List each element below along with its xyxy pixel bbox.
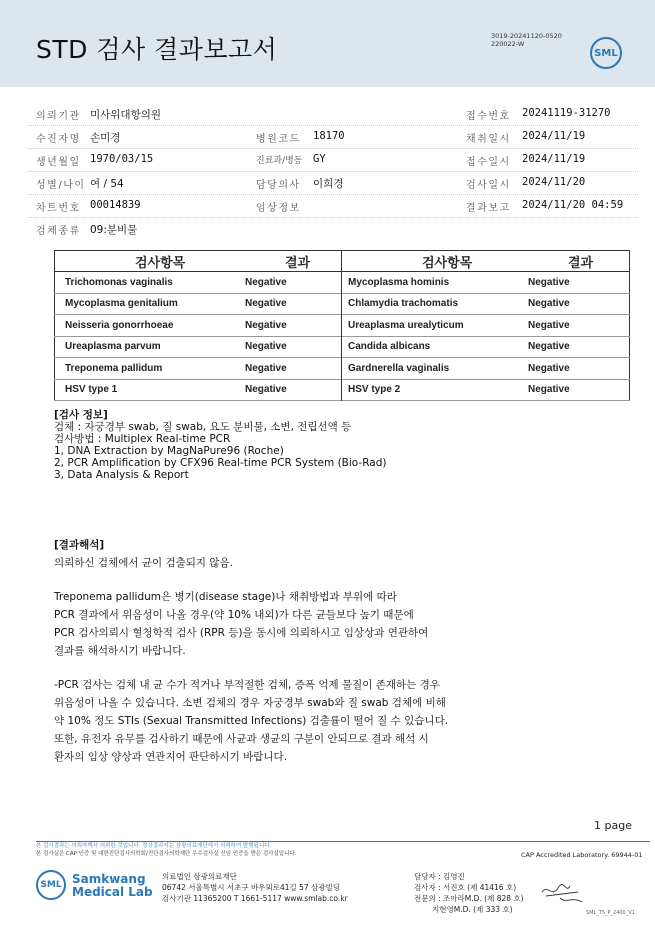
info-row-dob (28, 148, 638, 172)
sml-logo: SML (590, 37, 622, 69)
footer-address (162, 871, 348, 904)
test-info-line: 3, Data Analysis & Report (54, 469, 189, 481)
test-info-section (54, 409, 386, 481)
institution-value: 미사위대항의원 (90, 109, 162, 121)
dob-label: 생년월일 (36, 157, 81, 168)
institution-label: 의뢰기관 (36, 111, 81, 122)
test-item: Ureaplasma parvum (65, 341, 161, 353)
table-row (55, 272, 630, 294)
receive-date-label: 접수일시 (466, 157, 511, 168)
chart-no-label: 차트번호 (36, 203, 81, 214)
test-result: Negative (245, 315, 342, 337)
specimen-value: 09:분비물 (90, 224, 138, 236)
test-result: Negative (528, 384, 570, 396)
dob-value: 1970/03/15 (90, 153, 154, 165)
footer-divider (36, 841, 650, 842)
header-result-left: 결과 (245, 251, 342, 272)
hospital-code-value: 18170 (313, 130, 345, 142)
staff-line: 검사자 : 서진호 (제 41416 호) (414, 883, 517, 892)
chart-no-value: 00014839 (90, 199, 141, 211)
header-result-right: 결과 (528, 251, 630, 272)
test-result: Negative (245, 358, 342, 380)
dept-value: GY (313, 153, 326, 165)
interpretation-line: 또한, 유전자 유무를 검사하기 때문에 사균과 생균의 구분이 안되므로 결과 해석 시 (54, 733, 429, 745)
document-id (491, 32, 562, 48)
receive-date-value: 2024/11/19 (522, 153, 586, 165)
table-row (55, 379, 630, 401)
test-item: Chlamydia trachomatis (348, 298, 459, 310)
name-label: 수진자명 (36, 134, 81, 145)
dept-label: 진료과/병동 (256, 156, 303, 166)
collect-date-label: 채취일시 (466, 134, 511, 145)
address-line: 06742 서울특별시 서초구 바우뫼로41길 57 삼광빌딩 (162, 883, 341, 892)
test-result: Negative (245, 293, 342, 315)
test-item: Trichomonas vaginalis (65, 276, 173, 288)
name-value: 손미경 (90, 132, 121, 144)
brand-line-2: Medical Lab (72, 885, 153, 899)
table-row (55, 336, 630, 358)
samkwang-brand (72, 873, 153, 899)
interpretation-line: PCR 결과에서 위음성이 나올 경우(약 10% 내외)가 다른 균들보다 높기 때문에 (54, 609, 414, 621)
test-info-line: 1, DNA Extraction by MagNaPure96 (Roche) (54, 445, 284, 457)
interpretation-line: -PCR 검사는 검체 내 균 수가 적거나 부적절한 검체, 증폭 억제 물질이 존재하는 경우 (54, 679, 440, 691)
footer-note-1: 본 검사결과는 의뢰자께서 의뢰한 것입니다. 정상결과지는 삼광의료재단에서 의뢰하여 발행됩니다. (36, 843, 272, 849)
staff-line: 지현영M.D. (제 333 호) (432, 905, 513, 914)
interpretation-section (54, 536, 448, 766)
test-info-line: 2, PCR Amplification by CFX96 Real-time PCR System (Bio-Rad) (54, 457, 387, 469)
test-info-heading: [검사 정보] (54, 409, 108, 421)
report-date-value: 2024/11/20 04:59 (522, 199, 624, 211)
test-item: Candida albicans (348, 341, 431, 353)
clinical-label: 임상정보 (256, 203, 301, 214)
report-date-label: 결과보고 (466, 203, 511, 214)
staff-line: 전문의 : 조아라M.D. (제 828 호) (414, 894, 524, 903)
hospital-code-label: 병원코드 (256, 134, 301, 145)
samkwang-logo: SML (36, 870, 66, 900)
test-info-line: 검체 : 자궁경부 swab, 질 swab, 요도 분비물, 소변, 전립선액 등 (54, 421, 352, 433)
footer-note-2: 본 검사실은 CAP 인증 및 대한진단검사의학회/진단검사의학재단 우수검사실 신임 인증을 받은 검사실입니다. (36, 851, 297, 857)
report-title: STD 검사 결과보고서 (36, 35, 278, 64)
cap-accreditation: CAP Accredited Laboratory. 69944-01 (521, 851, 643, 859)
header-item-right: 검사항목 (342, 251, 529, 272)
test-result: Negative (528, 298, 570, 310)
info-row-sex-age (28, 171, 638, 195)
collect-date-value: 2024/11/19 (522, 130, 586, 142)
test-item: HSV type 2 (348, 384, 401, 396)
test-item: Treponema pallidum (65, 362, 163, 374)
interpretation-heading: [결과해석] (54, 539, 105, 551)
table-row (55, 315, 630, 337)
sex-age-value: 여 / 54 (90, 178, 124, 190)
test-item: Mycoplasma hominis (348, 276, 450, 288)
signature-image (540, 880, 584, 910)
table-row (55, 358, 630, 380)
test-result: Negative (528, 319, 570, 331)
test-result: Negative (528, 362, 570, 374)
results-header-row (55, 251, 630, 272)
brand-line-1: Samkwang (72, 872, 146, 886)
test-info-line: 검사방법 : Multiplex Real-time PCR (54, 433, 231, 445)
address-line: 검사기관 11365200 T 1661-5117 www.smlab.co.kr (162, 894, 348, 903)
info-row-specimen (28, 217, 638, 240)
test-item: Mycoplasma genitalium (65, 298, 178, 310)
interpretation-line: 환자의 임상 양상과 연관지어 판단하시기 바랍니다. (54, 751, 288, 763)
test-result: Negative (528, 341, 570, 353)
test-date-label: 검사일시 (466, 180, 511, 191)
interpretation-line: PCR 검사의뢰시 혈청학적 검사 (RPR 등)을 동시에 의뢰하시고 임상상과 연관하여 (54, 627, 429, 639)
header-item-left: 검사항목 (55, 251, 246, 272)
info-row-name (28, 125, 638, 149)
interpretation-line: Treponema pallidum은 병기(disease stage)나 채취방법과 부위에 따라 (54, 591, 397, 603)
staff-line: 담당자 : 김영진 (414, 872, 465, 881)
test-result: Negative (245, 272, 342, 294)
document-id-line1: 3019-20241120-0520 (491, 32, 562, 40)
doctor-value: 이희경 (313, 178, 344, 190)
interpretation-line: 결과를 해석하시기 바랍니다. (54, 645, 186, 657)
interpretation-line: 약 10% 정도 STIs (Sexual Transmitted Infections) 검출률이 떨어 질 수 있습니다. (54, 715, 449, 727)
info-row-institution (28, 102, 638, 126)
test-result: Negative (245, 379, 342, 401)
specimen-label: 검체종류 (36, 226, 81, 237)
test-date-value: 2024/11/20 (522, 176, 586, 188)
test-result: Negative (528, 276, 570, 288)
document-id-line2: 220022-W (491, 40, 525, 48)
test-item: Gardnerella vaginalis (348, 362, 450, 374)
address-line: 의료법인 삼광의료재단 (162, 872, 237, 881)
test-item: Ureaplasma urealyticum (348, 319, 464, 331)
results-table (54, 250, 630, 401)
table-row (55, 293, 630, 315)
reception-no-label: 접수번호 (466, 111, 511, 122)
footer-staff (414, 871, 524, 915)
report-header (0, 0, 655, 87)
info-row-chart (28, 194, 638, 218)
test-item: Neisseria gonorrhoeae (65, 319, 174, 331)
test-item: HSV type 1 (65, 384, 118, 396)
interpretation-line: 위음성이 나올 수 있습니다. 소변 검체의 경우 자궁경부 swab와 질 swab 검체에 비해 (54, 697, 446, 709)
interpretation-summary: 의뢰하신 검체에서 균이 검출되지 않음. (54, 557, 233, 569)
test-result: Negative (245, 336, 342, 358)
page-number: 1 page (594, 819, 632, 832)
sex-age-label: 성별/나이 (36, 180, 86, 191)
form-code: SML_TS_P_2400_V1 (586, 910, 635, 916)
doctor-label: 담당의사 (256, 180, 301, 191)
reception-no-value: 20241119-31270 (522, 107, 611, 119)
